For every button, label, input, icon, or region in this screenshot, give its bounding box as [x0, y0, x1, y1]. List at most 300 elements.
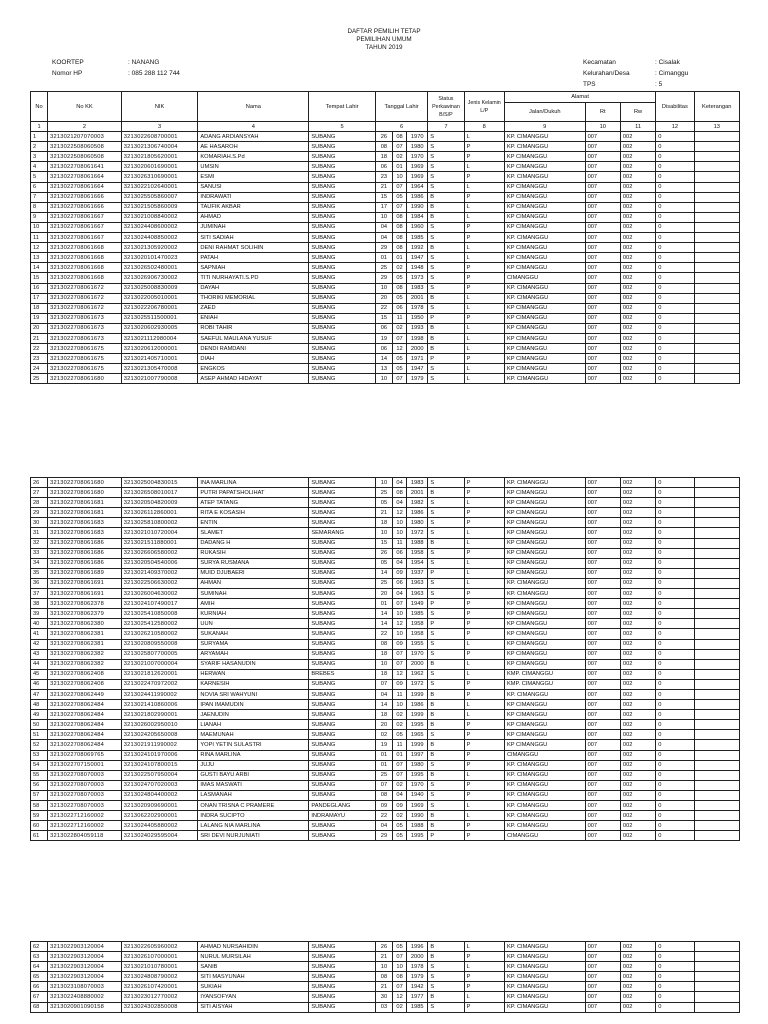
cell-rt: 007 [585, 162, 620, 172]
cell-disabilitas: 0 [656, 1002, 694, 1012]
cell-nik: 3213026002950010 [121, 720, 198, 730]
cell-nik: 3213021007000004 [121, 659, 198, 669]
cell-rt: 007 [585, 508, 620, 518]
cell-disabilitas: 0 [656, 700, 694, 710]
cell-disabilitas: 0 [656, 689, 694, 699]
table-row [31, 374, 740, 384]
cell-status: S [428, 222, 464, 232]
cell-birth-month: 09 [393, 639, 407, 649]
cell-keterangan [694, 730, 739, 740]
cell-jalan: KMP. CIMANGGU [504, 679, 585, 689]
cell-nik: 3213024411990002 [121, 689, 198, 699]
table-row [31, 192, 740, 202]
koortep-value: : NANANG [128, 59, 160, 66]
cell-birth-day: 10 [375, 659, 392, 669]
cell-disabilitas: 0 [656, 770, 694, 780]
cell-nama: DADANG H [198, 538, 309, 548]
cell-rt: 007 [585, 152, 620, 162]
cell-status: B [428, 710, 464, 720]
cell-jalan: KP. CIMANGGU [504, 283, 585, 293]
table-row [31, 323, 740, 333]
cell-jenis-kelamin: L [464, 364, 504, 374]
cell-disabilitas: 0 [656, 811, 694, 821]
cell-status: S [428, 962, 464, 972]
cell-status: B [428, 293, 464, 303]
cell-keterangan [694, 831, 739, 841]
cell-birth-year: 1979 [407, 374, 428, 384]
table-row [31, 821, 740, 831]
cell-keterangan [694, 498, 739, 508]
cell-tempat-lahir: SUBANG [309, 538, 376, 548]
cell-jenis-kelamin: L [464, 253, 504, 263]
cell-no: 33 [31, 548, 48, 558]
cell-no-kk: 3213022708061681 [48, 498, 122, 508]
cell-rt: 007 [585, 568, 620, 578]
cell-nama: GUSTI BAYU ARBI [198, 770, 309, 780]
cell-rt: 007 [585, 182, 620, 192]
cell-tempat-lahir: SUBANG [309, 212, 376, 222]
cell-disabilitas: 0 [656, 313, 694, 323]
cell-birth-year: 1969 [407, 172, 428, 182]
cell-birth-month: 05 [393, 831, 407, 841]
cell-nama: ASEP AHMAD HIDAYAT [198, 374, 309, 384]
cell-jalan: KP CIMANGGU [504, 518, 585, 528]
cell-birth-year: 1960 [407, 222, 428, 232]
cell-no-kk: 3213022708061686 [48, 548, 122, 558]
cell-no-kk: 3213022708061672 [48, 283, 122, 293]
cell-rw: 002 [620, 293, 655, 303]
cell-no: 50 [31, 720, 48, 730]
cell-status: B [428, 538, 464, 548]
cell-rt: 007 [585, 323, 620, 333]
cell-birth-month: 09 [393, 679, 407, 689]
cell-rw: 002 [620, 243, 655, 253]
cell-rw: 002 [620, 710, 655, 720]
cell-nama: ZAED [198, 303, 309, 313]
cell-jalan: KP. CIMANGGU [504, 1002, 585, 1012]
cell-rw: 002 [620, 659, 655, 669]
cell-status: B [428, 488, 464, 498]
cell-birth-month: 11 [393, 538, 407, 548]
cell-jalan: KP CIMANGGU [504, 323, 585, 333]
table-row [31, 253, 740, 263]
cell-keterangan [694, 962, 739, 972]
cell-no: 6 [31, 182, 48, 192]
cell-jalan: KP. CIMANGGU [504, 992, 585, 1002]
cell-keterangan [694, 528, 739, 538]
cell-no: 42 [31, 639, 48, 649]
header-nama: Nama [198, 92, 309, 122]
cell-keterangan [694, 182, 739, 192]
cell-nik: 3213062202900001 [121, 811, 198, 821]
cell-rt: 007 [585, 811, 620, 821]
cell-keterangan [694, 162, 739, 172]
cell-disabilitas: 0 [656, 942, 694, 952]
cell-rw: 002 [620, 962, 655, 972]
cell-nama: YOPI YETIN SULASTRI [198, 740, 309, 750]
cell-birth-month: 10 [393, 518, 407, 528]
cell-birth-year: 1963 [407, 589, 428, 599]
cell-disabilitas: 0 [656, 740, 694, 750]
cell-no: 62 [31, 942, 48, 952]
table-row [31, 212, 740, 222]
cell-rt: 007 [585, 253, 620, 263]
table-row [31, 478, 740, 488]
cell-birth-day: 19 [375, 333, 392, 343]
cell-nama: SITI SADIAH [198, 233, 309, 243]
cell-birth-year: 1990 [407, 202, 428, 212]
cell-jenis-kelamin: P [464, 478, 504, 488]
cell-jalan: KP CIMANGGU [504, 364, 585, 374]
cell-nama: DENI RAHMAT SOLIHIN [198, 243, 309, 253]
cell-nama: MUID DJUBAERI [198, 568, 309, 578]
cell-rw: 002 [620, 972, 655, 982]
cell-tempat-lahir: SUBANG [309, 609, 376, 619]
cell-no: 15 [31, 273, 48, 283]
cell-status: B [428, 942, 464, 952]
cell-jalan: KP. CIMANGGU [504, 233, 585, 243]
cell-rt: 007 [585, 303, 620, 313]
cell-rw: 002 [620, 508, 655, 518]
cell-jalan: CIMANGGU [504, 831, 585, 841]
cell-birth-month: 02 [393, 720, 407, 730]
cell-birth-day: 06 [375, 344, 392, 354]
table-row [31, 313, 740, 323]
cell-no-kk: 3213022708061680 [48, 478, 122, 488]
cell-birth-year: 1995 [407, 770, 428, 780]
cell-jalan: KP CIMANGGU [504, 629, 585, 639]
cell-tempat-lahir: SUBANG [309, 578, 376, 588]
table-row [31, 962, 740, 972]
cell-keterangan [694, 478, 739, 488]
cell-status: P [428, 831, 464, 841]
cell-no-kk: 3213022708061675 [48, 354, 122, 364]
cell-disabilitas: 0 [656, 831, 694, 841]
cell-nama: SANIB [198, 962, 309, 972]
cell-keterangan [694, 518, 739, 528]
cell-tempat-lahir: SUBANG [309, 740, 376, 750]
cell-birth-month: 10 [393, 629, 407, 639]
cell-rt: 007 [585, 730, 620, 740]
cell-birth-month: 07 [393, 649, 407, 659]
cell-disabilitas: 0 [656, 333, 694, 343]
cell-tempat-lahir: SUBANG [309, 942, 376, 952]
cell-disabilitas: 0 [656, 323, 694, 333]
cell-disabilitas: 0 [656, 821, 694, 831]
cell-birth-day: 07 [375, 679, 392, 689]
cell-rt: 007 [585, 720, 620, 730]
cell-no: 40 [31, 619, 48, 629]
cell-rt: 007 [585, 538, 620, 548]
table-row [31, 142, 740, 152]
table-row [31, 619, 740, 629]
cell-no: 17 [31, 293, 48, 303]
cell-status: B [428, 720, 464, 730]
cell-no: 26 [31, 478, 48, 488]
cell-birth-year: 1997 [407, 750, 428, 760]
cell-keterangan [694, 801, 739, 811]
column-index: 12 [656, 122, 694, 132]
cell-birth-year: 1999 [407, 740, 428, 750]
cell-keterangan [694, 152, 739, 162]
cell-birth-day: 19 [375, 740, 392, 750]
cell-jalan: KP. CIMANGGU [504, 589, 585, 599]
cell-birth-month: 08 [393, 222, 407, 232]
cell-birth-year: 1940 [407, 790, 428, 800]
cell-no: 29 [31, 508, 48, 518]
cell-nik: 3213020612000001 [121, 344, 198, 354]
cell-no-kk: 3213022708061686 [48, 538, 122, 548]
cell-no: 59 [31, 811, 48, 821]
table-row [31, 972, 740, 982]
cell-jalan: CIMANGGU [504, 750, 585, 760]
cell-jalan: KP CIMANGGU [504, 162, 585, 172]
cell-rt: 007 [585, 528, 620, 538]
table-row [31, 558, 740, 568]
cell-birth-month: 05 [393, 293, 407, 303]
cell-nama: PUTRI PAPATSHOLIHAT [198, 488, 309, 498]
cell-tempat-lahir: PANDEGLANG [309, 801, 376, 811]
cell-rt: 007 [585, 273, 620, 283]
cell-status: B [428, 821, 464, 831]
cell-birth-month: 05 [393, 821, 407, 831]
cell-no-kk: 3213022708061691 [48, 589, 122, 599]
cell-rw: 002 [620, 374, 655, 384]
cell-birth-year: 1958 [407, 548, 428, 558]
cell-no-kk: 3213022708062408 [48, 679, 122, 689]
cell-birth-month: 02 [393, 780, 407, 790]
cell-rw: 002 [620, 609, 655, 619]
voter-table-page1 [30, 91, 740, 384]
cell-rw: 002 [620, 730, 655, 740]
cell-rw: 002 [620, 740, 655, 750]
cell-birth-day: 26 [375, 548, 392, 558]
cell-rw: 002 [620, 679, 655, 689]
cell-rt: 007 [585, 992, 620, 1002]
cell-nama: ADANG ARDIANSYAH [198, 132, 309, 142]
table-row [31, 679, 740, 689]
cell-rw: 002 [620, 132, 655, 142]
cell-no-kk: 3213022708062484 [48, 730, 122, 740]
cell-nama: MAEMUNAH [198, 730, 309, 740]
cell-nama: ESMI [198, 172, 309, 182]
cell-tempat-lahir: SUBANG [309, 283, 376, 293]
cell-tempat-lahir: SUBANG [309, 952, 376, 962]
cell-nama: SUKANAH [198, 629, 309, 639]
cell-no: 1 [31, 132, 48, 142]
cell-rw: 002 [620, 354, 655, 364]
cell-no-kk: 3213022508060508 [48, 152, 122, 162]
cell-no-kk: 3213022903120004 [48, 972, 122, 982]
cell-jalan: KP CIMANGGU [504, 253, 585, 263]
cell-birth-day: 10 [375, 283, 392, 293]
cell-no-kk: 3213022708061672 [48, 303, 122, 313]
cell-jalan: KP CIMANGGU [504, 730, 585, 740]
cell-jalan: KP. CIMANGGU [504, 780, 585, 790]
cell-birth-day: 18 [375, 518, 392, 528]
cell-jenis-kelamin: P [464, 780, 504, 790]
cell-jalan: KP. CIMANGGU [504, 942, 585, 952]
cell-nama: AE HASAROH [198, 142, 309, 152]
cell-status: B [428, 740, 464, 750]
cell-no: 34 [31, 558, 48, 568]
cell-no: 4 [31, 162, 48, 172]
cell-no: 30 [31, 518, 48, 528]
cell-jenis-kelamin: P [464, 263, 504, 273]
cell-nama: AMIH [198, 599, 309, 609]
cell-no-kk: 3213022708062382 [48, 649, 122, 659]
cell-no-kk: 3213022712160002 [48, 811, 122, 821]
title-line: PEMILIHAN UMUM [356, 36, 412, 43]
cell-no-kk: 3213022708061666 [48, 192, 122, 202]
cell-birth-day: 04 [375, 689, 392, 699]
cell-nik: 3213020504540006 [121, 558, 198, 568]
cell-jenis-kelamin: L [464, 538, 504, 548]
cell-rw: 002 [620, 478, 655, 488]
koortep-label: KOORTEP [52, 59, 84, 66]
cell-jalan: KP CIMANGGU [504, 498, 585, 508]
cell-tempat-lahir: SUBANG [309, 992, 376, 1002]
cell-status: S [428, 609, 464, 619]
cell-jalan: KP CIMANGGU [504, 333, 585, 343]
cell-status: B [428, 992, 464, 1002]
cell-nik: 3213021511880001 [121, 538, 198, 548]
cell-nik: 3213025511500001 [121, 313, 198, 323]
column-index: 5 [309, 122, 376, 132]
cell-nik: 3213021305470008 [121, 364, 198, 374]
cell-jalan: KP CIMANGGU [504, 152, 585, 162]
cell-rt: 007 [585, 233, 620, 243]
cell-nik: 3213024107490017 [121, 599, 198, 609]
cell-rw: 002 [620, 528, 655, 538]
cell-no: 52 [31, 740, 48, 750]
cell-status: S [428, 273, 464, 283]
cell-no-kk: 3213022707150001 [48, 760, 122, 770]
cell-tempat-lahir: SUBANG [309, 222, 376, 232]
cell-status: S [428, 182, 464, 192]
cell-jalan: KP CIMANGGU [504, 488, 585, 498]
cell-no: 57 [31, 790, 48, 800]
cell-rw: 002 [620, 790, 655, 800]
cell-keterangan [694, 659, 739, 669]
cell-no-kk: 3213022708061668 [48, 243, 122, 253]
cell-birth-month: 08 [393, 212, 407, 222]
cell-status: S [428, 730, 464, 740]
cell-keterangan [694, 243, 739, 253]
cell-rt: 007 [585, 962, 620, 972]
cell-disabilitas: 0 [656, 202, 694, 212]
cell-no: 19 [31, 313, 48, 323]
cell-no-kk: 3213022708061672 [48, 293, 122, 303]
cell-no: 21 [31, 333, 48, 343]
cell-disabilitas: 0 [656, 629, 694, 639]
cell-jalan: KP. CIMANGGU [504, 972, 585, 982]
cell-status: P [428, 568, 464, 578]
table-row [31, 760, 740, 770]
table-row [31, 801, 740, 811]
cell-disabilitas: 0 [656, 992, 694, 1002]
cell-jalan: KP CIMANGGU [504, 720, 585, 730]
cell-rt: 007 [585, 689, 620, 699]
cell-tempat-lahir: SUBANG [309, 243, 376, 253]
cell-nik: 3213024205650008 [121, 730, 198, 740]
cell-birth-day: 10 [375, 962, 392, 972]
cell-birth-day: 01 [375, 253, 392, 263]
cell-status: S [428, 152, 464, 162]
cell-rw: 002 [620, 152, 655, 162]
cell-keterangan [694, 599, 739, 609]
cell-birth-year: 1982 [407, 498, 428, 508]
cell-nama: JUJU [198, 760, 309, 770]
cell-birth-month: 07 [393, 333, 407, 343]
cell-tempat-lahir: SUBANG [309, 679, 376, 689]
cell-nama: KOMARIAH.S.Pd [198, 152, 309, 162]
cell-nama: NOVIA SRI WAHYUNI [198, 689, 309, 699]
cell-nama: SAEFUL MAULANA YUSUF [198, 333, 309, 343]
cell-jalan: KP CIMANGGU [504, 508, 585, 518]
header-no: No [31, 92, 48, 122]
cell-nik: 3213024808790002 [121, 972, 198, 982]
cell-no-kk: 3213022708062382 [48, 659, 122, 669]
cell-keterangan [694, 313, 739, 323]
cell-jalan: KP CIMANGGU [504, 558, 585, 568]
cell-birth-year: 1985 [407, 233, 428, 243]
cell-birth-day: 04 [375, 233, 392, 243]
cell-disabilitas: 0 [656, 273, 694, 283]
cell-birth-day: 21 [375, 952, 392, 962]
cell-jalan: KP CIMANGGU [504, 538, 585, 548]
cell-disabilitas: 0 [656, 669, 694, 679]
cell-jalan: KP. CIMANGGU [504, 132, 585, 142]
cell-jenis-kelamin: P [464, 192, 504, 202]
cell-nama: RITA E KOSASIH [198, 508, 309, 518]
cell-no-kk: 3213023108070003 [48, 982, 122, 992]
table-row [31, 942, 740, 952]
cell-status: S [428, 263, 464, 273]
cell-no-kk: 3213022708061680 [48, 374, 122, 384]
cell-rt: 007 [585, 354, 620, 364]
cell-birth-day: 25 [375, 578, 392, 588]
cell-keterangan [694, 780, 739, 790]
cell-jenis-kelamin: L [464, 132, 504, 142]
cell-birth-year: 1963 [407, 578, 428, 588]
cell-tempat-lahir: SUBANG [309, 508, 376, 518]
cell-rw: 002 [620, 142, 655, 152]
cell-disabilitas: 0 [656, 142, 694, 152]
cell-status: P [428, 313, 464, 323]
cell-jenis-kelamin: P [464, 508, 504, 518]
cell-birth-day: 29 [375, 831, 392, 841]
cell-jalan: KP. CIMANGGU [504, 962, 585, 972]
cell-tempat-lahir: SUBANG [309, 162, 376, 172]
hp-value: : 085 288 112 744 [128, 70, 180, 77]
cell-tempat-lahir: SUBANG [309, 364, 376, 374]
cell-keterangan [694, 811, 739, 821]
cell-no: 45 [31, 669, 48, 679]
cell-birth-month: 06 [393, 303, 407, 313]
cell-no-kk: 3213022708061675 [48, 364, 122, 374]
cell-birth-month: 07 [393, 952, 407, 962]
cell-nama: INDRAWATI [198, 192, 309, 202]
cell-birth-month: 08 [393, 243, 407, 253]
table-row [31, 283, 740, 293]
cell-birth-day: 09 [375, 801, 392, 811]
cell-jenis-kelamin: P [464, 821, 504, 831]
cell-tempat-lahir: SUBANG [309, 142, 376, 152]
cell-birth-year: 1969 [407, 162, 428, 172]
cell-rt: 007 [585, 710, 620, 720]
cell-no: 49 [31, 710, 48, 720]
